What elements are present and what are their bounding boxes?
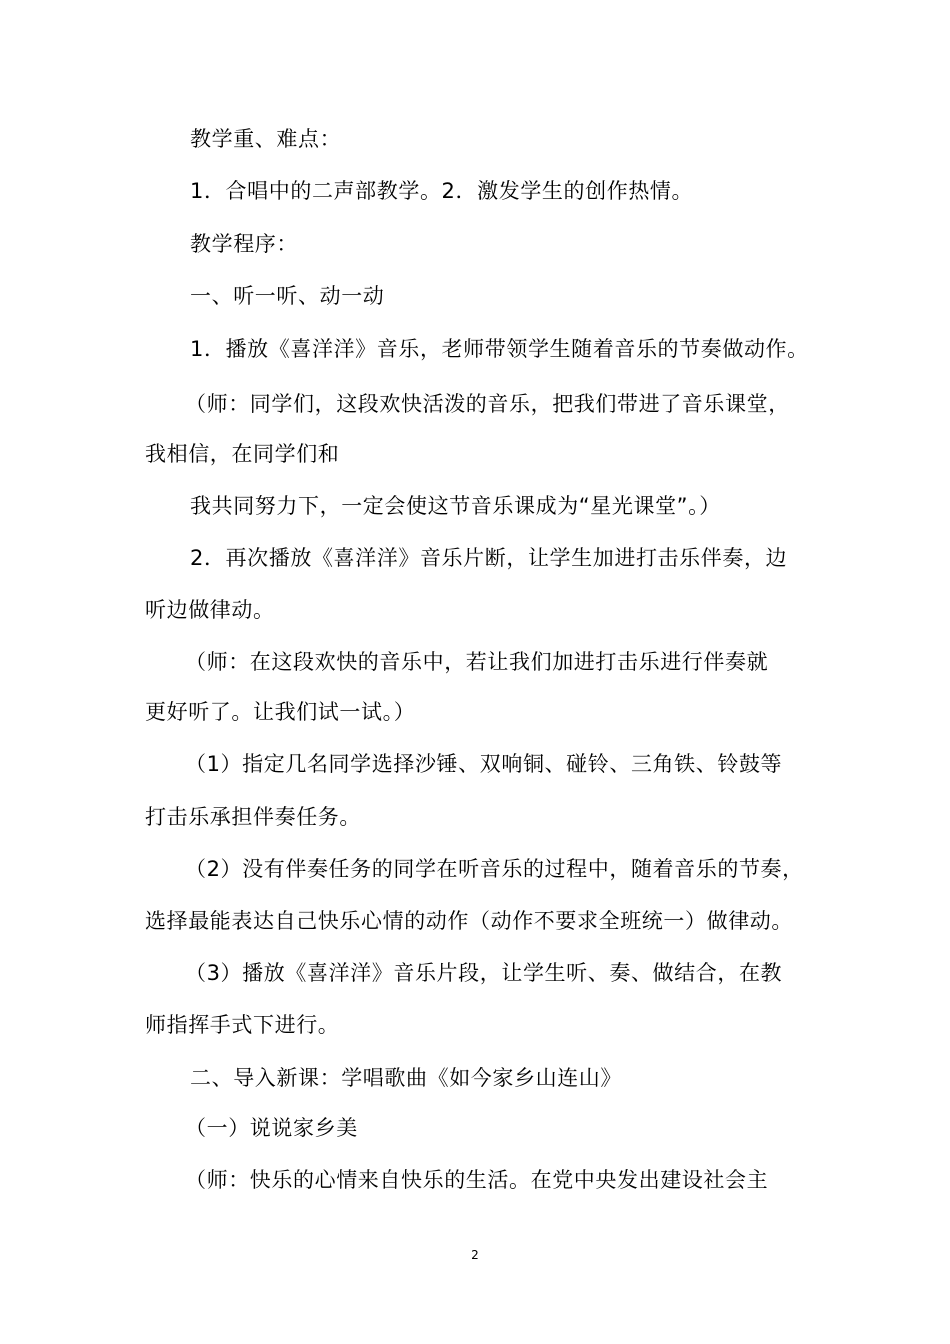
paragraph-line: （师：同学们，这段欢快活泼的音乐，把我们带进了音乐课堂， [185,392,790,416]
paragraph-line: 1．播放《喜洋洋》音乐，老师带领学生随着音乐的节奏做动作。 [190,337,809,361]
paragraph-line: 一、听一听、动一动 [190,284,385,308]
subsection-heading: （一）说说家乡美 [185,1116,358,1140]
paragraph-line: 教学程序： [190,232,298,256]
paragraph-line: 我共同努力下，一定会使这节音乐课成为“星光课堂”。） [190,494,721,518]
page-number: 2 [471,1248,479,1262]
paragraph-line: 师指挥手式下进行。 [145,1013,340,1037]
paragraph-line: 教学重、难点： [190,127,342,151]
paragraph-line: 选择最能表达自己快乐心情的动作（动作不要求全班统一）做律动。 [145,909,793,933]
paragraph-line: （1）指定几名同学选择沙锤、双响铜、碰铃、三角铁、铃鼓等 [185,752,783,776]
paragraph-line: 打击乐承担伴奏任务。 [145,805,361,829]
section-heading: 二、导入新课：学唱歌曲《如今家乡山连山》 [190,1066,622,1090]
paragraph-line: 1．合唱中的二声部教学。2．激发学生的创作热情。 [190,179,694,203]
paragraph-line: （2）没有伴奏任务的同学在听音乐的过程中，随着音乐的节奏， [185,857,804,881]
paragraph-line: 更好听了。让我们试一试。） [145,700,416,724]
paragraph-line: 听边做律动。 [145,598,275,622]
paragraph-line: （师：快乐的心情来自快乐的生活。在党中央发出建设社会主 [185,1168,769,1192]
paragraph-line: （师：在这段欢快的音乐中，若让我们加进打击乐进行伴奏就 [185,650,769,674]
paragraph-line: 2．再次播放《喜洋洋》音乐片断，让学生加进打击乐伴奏，边 [190,546,788,570]
paragraph-line: （3）播放《喜洋洋》音乐片段，让学生听、奏、做结合，在教 [185,961,783,985]
paragraph-line: 我相信，在同学们和 [145,442,340,466]
